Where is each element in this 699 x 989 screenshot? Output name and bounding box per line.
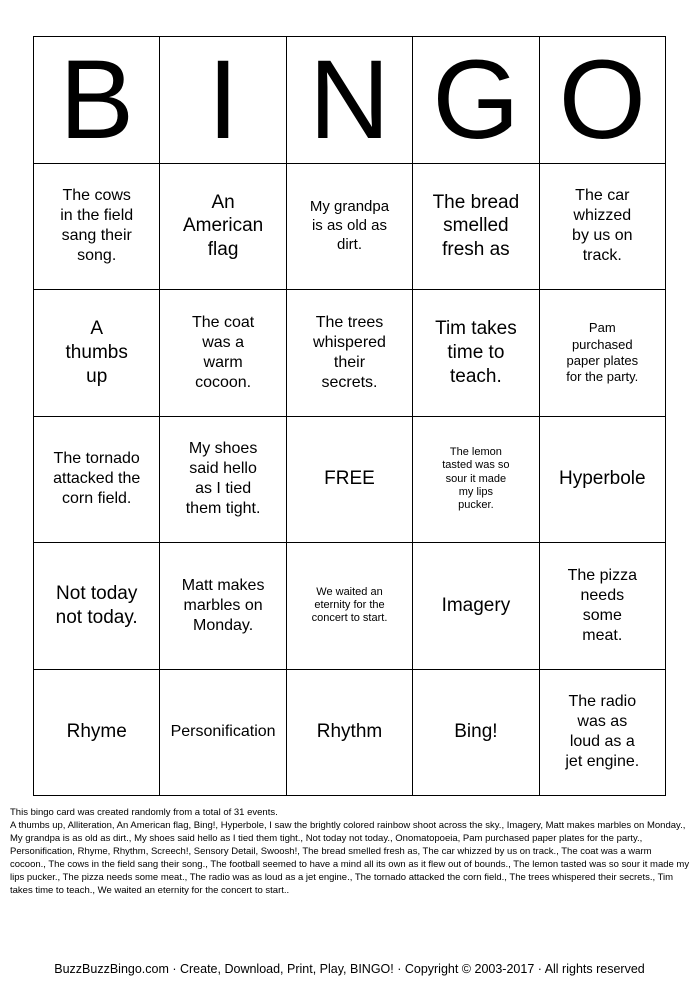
free-space: FREE [287, 417, 413, 544]
bingo-cell-r1c5: The car whizzed by us on track. [540, 164, 666, 291]
bingo-cell-r4c5: The pizza needs some meat. [540, 543, 666, 670]
bingo-cell-r2c5: Pam purchased paper plates for the party. [540, 290, 666, 417]
bingo-cell-r3c1: The tornado attacked the corn field. [34, 417, 160, 544]
card-info [10, 806, 690, 897]
bingo-cell-r4c1: Not today not today. [34, 543, 160, 670]
header-g: G [413, 37, 539, 164]
bingo-cell-r4c3: We waited an eternity for the concert to start. [287, 543, 413, 670]
bingo-cell-r5c1: Rhyme [34, 670, 160, 797]
bingo-cell-r2c4: Tim takes time to teach. [413, 290, 539, 417]
bingo-card [33, 36, 666, 796]
bingo-cell-r5c3: Rhythm [287, 670, 413, 797]
bingo-cell-r2c1: A thumbs up [34, 290, 160, 417]
bingo-cell-r1c1: The cows in the field sang their song. [34, 164, 160, 291]
header-n: N [287, 37, 413, 164]
bingo-cell-r1c3: My grandpa is as old as dirt. [287, 164, 413, 291]
card-info-summary: This bingo card was created randomly from a total of 31 events. [10, 807, 278, 818]
bingo-cell-r5c2: Personification [160, 670, 286, 797]
footer-text: BuzzBuzzBingo.com · Create, Download, Print, Play, BINGO! · Copyright © 2003-2017 · All rights reserved [54, 962, 645, 976]
bingo-cell-r1c2: An American flag [160, 164, 286, 291]
bingo-cell-r5c4: Bing! [413, 670, 539, 797]
bingo-cell-r2c2: The coat was a warm cocoon. [160, 290, 286, 417]
bingo-cell-r4c4: Imagery [413, 543, 539, 670]
card-info-events: A thumbs up, Alliteration, An American flag, Bing!, Hyperbole, I saw the brightly colored rainbow shoot across the sky., Imagery, Matt makes marbles on Monday., My grandpa is as old as dirt., My shoes said hello as I tied them tight., Not today not today., Onomatopoeia, Pam purchased paper plates for the party., Personification, Rhyme, Rhythm, Screech!, Sensory Detail, Swoosh!, The bread smelled fresh as, The car whizzed by us on track., The coat was a warm cocoon., The cows in the field sang their song., The football seemed to have a mind all its own as it flew out of bounds., The lemon tasted was so sour it made my lips pucker., The pizza needs some meat., The radio was as loud as a jet engine., The tornado attacked the corn field., The trees whispered their secrets., Tim takes time to teach., We waited an eternity for the concert to start.. [10, 820, 690, 896]
bingo-cell-r3c5: Hyperbole [540, 417, 666, 544]
bingo-cell-r2c3: The trees whispered their secrets. [287, 290, 413, 417]
bingo-cell-r4c2: Matt makes marbles on Monday. [160, 543, 286, 670]
header-o: O [540, 37, 666, 164]
header-i: I [160, 37, 286, 164]
bingo-cell-r1c4: The bread smelled fresh as [413, 164, 539, 291]
bingo-cell-r3c2: My shoes said hello as I tied them tight. [160, 417, 286, 544]
bingo-cell-r3c4: The lemon tasted was so sour it made my lips pucker. [413, 417, 539, 544]
header-b: B [34, 37, 160, 164]
bingo-cell-r5c5: The radio was as loud as a jet engine. [540, 670, 666, 797]
